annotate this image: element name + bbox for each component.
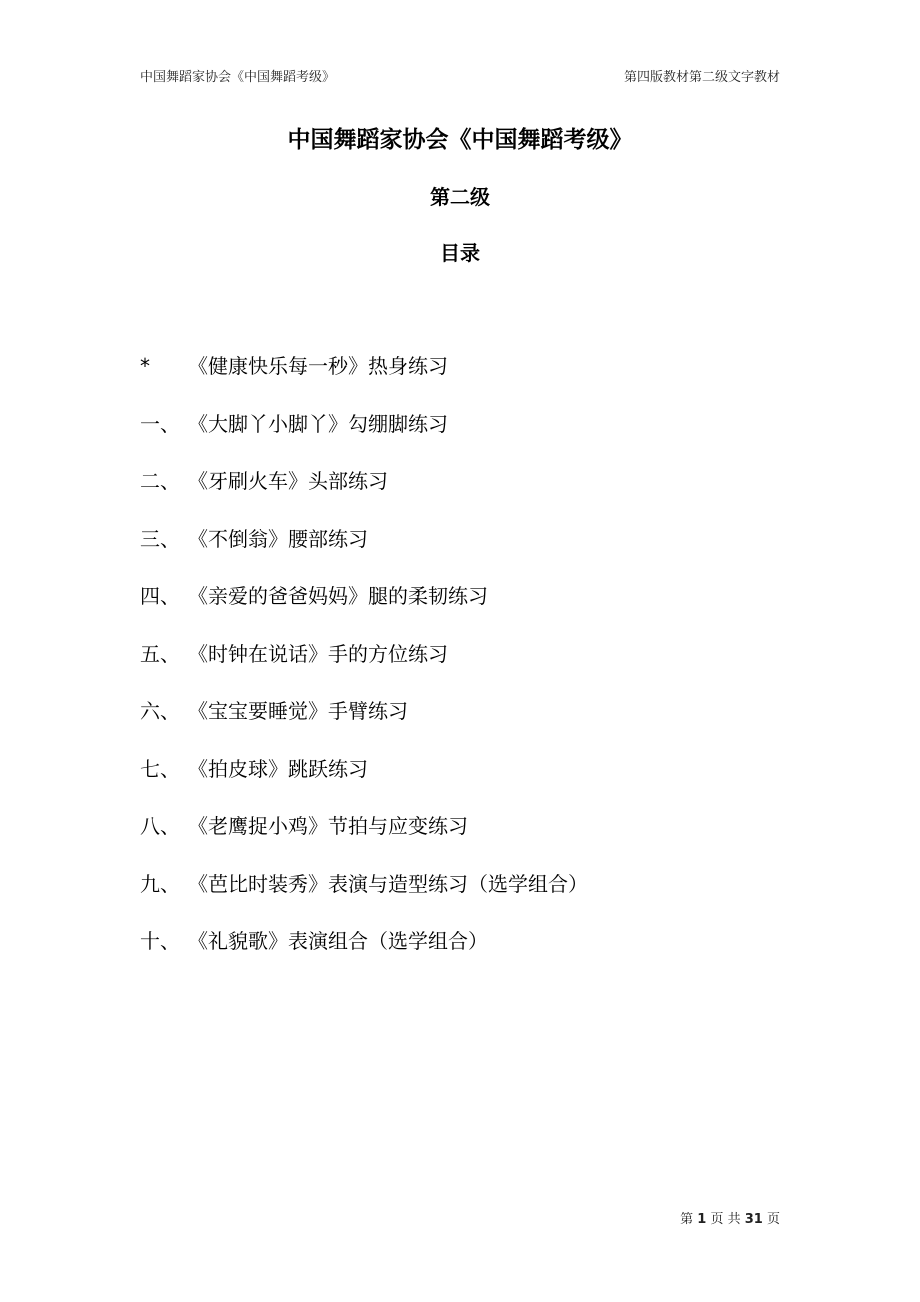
toc-item [140,406,588,464]
toc-item-number: 三、 [140,526,180,551]
toc-item [140,521,588,579]
toc-item [140,578,588,636]
page-footer [680,1208,780,1227]
level-heading: 第二级 [430,185,490,209]
toc-item-number: 四、 [140,584,180,608]
footer-prefix: 第 [680,1212,694,1227]
toc-item-text: 《芭比时装秀》表演与造型练习（选学组合） [188,871,588,896]
header-right: 第四版教材第二级文字教材 [623,70,780,85]
toc-item [140,348,588,406]
toc-item-number: 七、 [140,756,180,781]
toc-item-text: 《时钟在说话》手的方位练习 [188,641,448,666]
toc-item [140,923,588,981]
table-of-contents [140,348,588,981]
toc-item-number: 九、 [140,871,180,896]
toc-item-number: 五、 [140,641,180,666]
toc-item-text: 《健康快乐每一秒》热身练习 [188,354,448,378]
toc-item-text: 《宝宝要睡觉》手臂练习 [188,699,408,723]
footer-suffix: 页 [766,1212,780,1227]
document-title: 中国舞蹈家协会《中国舞蹈考级》 [287,127,633,153]
toc-item-text: 《老鹰捉小鸡》节拍与应变练习 [188,814,468,838]
toc-item-number: 八、 [140,814,180,838]
toc-heading: 目录 [440,241,480,265]
toc-item [140,866,588,924]
toc-item-text: 《亲爱的爸爸妈妈》腿的柔韧练习 [188,584,488,608]
toc-item [140,808,588,866]
toc-item-text: 《不倒翁》腰部练习 [188,526,368,551]
toc-item-text: 《牙刷火车》头部练习 [188,469,388,493]
footer-middle: 页 共 [710,1212,741,1227]
toc-item-number: * [140,354,150,378]
toc-item-text: 《礼貌歌》表演组合（选学组合） [188,929,488,953]
toc-item [140,693,588,751]
toc-item [140,636,588,694]
toc-item-number: 六、 [140,699,180,723]
toc-item-number: 二、 [140,469,180,493]
toc-item-number: 十、 [140,929,180,953]
footer-page-number: 1 [697,1212,707,1227]
toc-item [140,751,588,809]
toc-item [140,463,588,521]
toc-item-text: 《大脚丫小脚丫》勾绷脚练习 [188,411,448,436]
toc-item-number: 一、 [140,411,180,436]
footer-total-pages: 31 [744,1212,763,1227]
toc-item-text: 《拍皮球》跳跃练习 [188,756,368,781]
header-left: 中国舞蹈家协会《中国舞蹈考级》 [140,70,336,85]
